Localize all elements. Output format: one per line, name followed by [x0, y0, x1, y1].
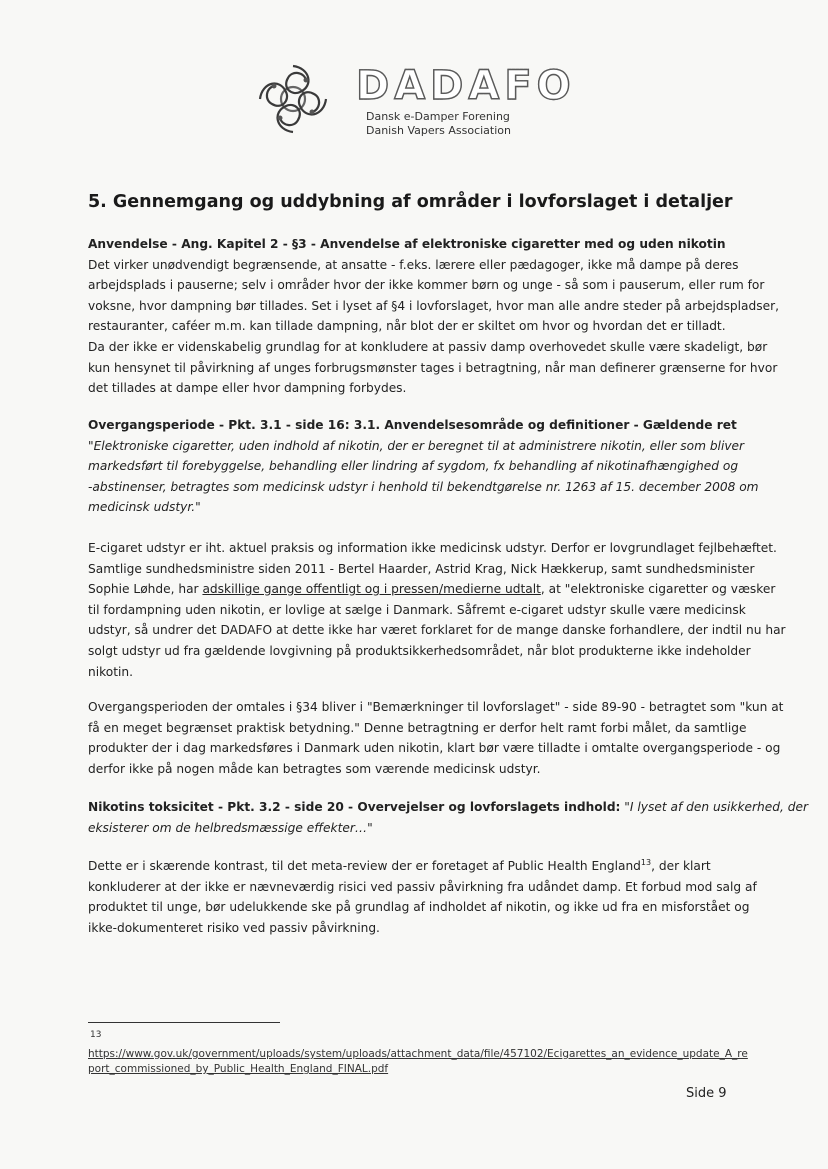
text-fragment: Sophie Løhde, har [88, 582, 203, 597]
footnote-divider [88, 1022, 280, 1023]
paragraph-line: til fordampning uden nikotin, er lovlige at sælge i Danmark. Såfremt e-cigaret udstyr skulle være medicinsk [88, 602, 746, 617]
paragraph-line: konkluderer at der ikke er nævneværdig risici ved passiv påvirkning fra udåndet damp. Et forbud mod salg af [88, 879, 757, 894]
section-heading: Overgangsperiode - Pkt. 3.1 - side 16: 3.1. Anvendelsesområde og definitioner - Gældende ret [88, 418, 737, 432]
paragraph-line: nikotin. [88, 664, 133, 679]
section-overgangsperioden [88, 697, 784, 779]
paragraph-line: Det virker unødvendigt begrænsende, at ansatte - f.eks. lærere eller pædagoger, ikke må dampe på deres [88, 257, 739, 272]
section-heading: Nikotins toksicitet - Pkt. 3.2 - side 20 - Overvejelser og lovforslagets indhold: [88, 800, 621, 814]
quote-line: eksisterer om de helbredsmæssige effekter…" [88, 820, 373, 835]
paragraph-line: derfor ikke på nogen måde kan betragtes som værende medicinsk udstyr. [88, 761, 541, 776]
text-fragment: , der klart [651, 859, 711, 873]
quote-line: -abstinenser, betragtes som medicinsk udstyr i henhold til bekendtgørelse nr. 1263 af 15. december 2008 om [88, 479, 759, 494]
text-fragment: Dette er i skærende kontrast, til det meta-review der er foretaget af Public Health England [88, 859, 641, 873]
org-name-english: Danish Vapers Association [366, 124, 511, 137]
paragraph-line: E-cigaret udstyr er iht. aktuel praksis og information ikke medicinsk udstyr. Derfor er lovgrundlaget fejlbehæftet. [88, 541, 777, 555]
section-public-health-england [88, 856, 757, 938]
paragraph-line: solgt udstyr ud fra gældende lovgivning på produktsikkerhedsområdet, når blot produkterne ikke indeholder [88, 643, 751, 658]
quote-line: markedsført til forebyggelse, behandling eller lindring af sygdom, fx behandling af nikotinafhængighed og [88, 459, 739, 474]
paragraph-line: det tillades at dampe eller hvor dampning forbydes. [88, 381, 407, 396]
paragraph-line: produkter der i dag markedsføres i Danmark uden nikotin, klart bør være tilladte i omtalte overgangsperiode - og [88, 741, 781, 756]
paragraph-line: arbejdsplads i pauserne; selv i områder hvor der ikke kommer børn og unge - så som i pauserum, eller rum for [88, 278, 765, 293]
paragraph-line: udstyr, så undrer det DADAFO at dette ikke har været forklaret for de mange danske forhandlere, der indtil nu har [88, 623, 786, 638]
quote-fragment: "I lyset af den usikkerhed, der [620, 800, 808, 814]
quote-line: medicinsk udstyr." [88, 500, 201, 515]
section-heading: Anvendelse - Ang. Kapitel 2 - §3 - Anvendelse af elektroniske cigaretter med og uden nikotin [88, 237, 726, 251]
section-title: 5. Gennemgang og uddybning af områder i lovforslaget i detaljer [88, 192, 733, 212]
press-statements-link[interactable]: adskillige gange offentligt og i pressen/medierne udtalt [202, 582, 541, 597]
footnote-marker: 13 [90, 1030, 102, 1040]
section-overgangsperiode [88, 415, 759, 518]
logo-wordmark: DADAFO [356, 63, 576, 109]
footnote-url-link[interactable] [88, 1047, 748, 1077]
paragraph-line: ikke-dokumenteret risiko ved passiv påvirkning. [88, 920, 380, 935]
org-name-danish: Dansk e-Damper Forening [366, 110, 510, 123]
page-number: Side 9 [686, 1086, 727, 1101]
paragraph-line: Samtlige sundhedsministre siden 2011 - Bertel Haarder, Astrid Krag, Nick Hækkerup, samt sundhedsminister [88, 561, 755, 576]
text-fragment: , at "elektroniske cigaretter og væsker [540, 582, 776, 597]
paragraph-line: restauranter, caféer m.m. kan tillade dampning, når blot der er skiltet om hvor og hvordan det er tilladt. [88, 319, 726, 334]
header-logo [252, 52, 576, 152]
footnote-url-line[interactable]: port_commissioned_by_Public_Health_England_FINAL.pdf [88, 1063, 389, 1075]
section-e-cigaret-udstyr [88, 538, 786, 682]
quote-line: "Elektroniske cigaretter, uden indhold af nikotin, der er beregnet til at administrere nikotin, eller som bliver [88, 438, 745, 453]
paragraph-line [88, 579, 776, 600]
paragraph-line: kun hensynet til påvirkning af unges forbrugsmønster tages i betragtning, når man definerer grænserne for hvor [88, 360, 778, 375]
paragraph-line [88, 856, 738, 877]
paragraph-line: få en meget begrænset praktisk betydning." Denne betragtning er derfor helt ramt forbi målet, da samtlige [88, 720, 747, 735]
paragraph-line [88, 797, 808, 818]
dadafo-logo-icon [252, 58, 334, 140]
paragraph-line: Overgangsperioden der omtales i §34 bliver i "Bemærkninger til lovforslaget" - side 89-90 - betragtet som "kun at [88, 700, 784, 714]
section-anvendelse [88, 234, 779, 399]
paragraph-line: produktet til unge, bør udelukkende ske på grundlag af indholdet af nikotin, og ikke ud fra en misforstået og [88, 900, 750, 915]
paragraph-line: Da der ikke er videnskabelig grundlag for at konkludere at passiv damp overhovedet skulle være skadeligt, bør [88, 339, 768, 354]
footnote-reference[interactable]: 13 [640, 857, 652, 867]
footnote-url-line[interactable]: https://www.gov.uk/government/uploads/system/uploads/attachment_data/file/457102/Ecigarettes_an_evidence_update_A_re [88, 1048, 748, 1060]
section-nikotins-toksicitet [88, 797, 808, 838]
paragraph-line: voksne, hvor dampning bør tillades. Set i lyset af §4 i lovforslaget, hvor man alle andre steder på arbejdspladser, [88, 298, 779, 313]
